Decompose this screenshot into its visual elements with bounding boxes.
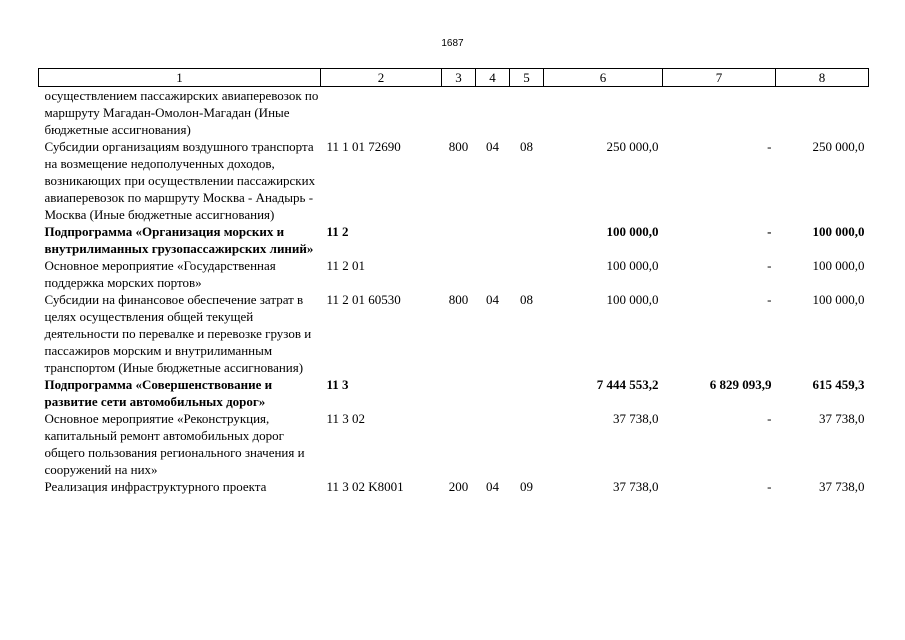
row-federal-amount-cell: - xyxy=(767,292,772,307)
row-expense-type-cell xyxy=(442,376,476,410)
row-regional-amount-cell: 37 738,0 xyxy=(819,411,865,426)
row-name-cell: Подпрограмма «Совершенствование и развитие сети автомобильных дорог» xyxy=(44,377,273,409)
row-code-cell: 11 3 xyxy=(326,377,349,392)
row-section-cell xyxy=(476,376,510,410)
table-row xyxy=(39,376,869,410)
row-federal-amount-cell: - xyxy=(767,411,772,426)
row-expense-type-cell xyxy=(442,223,476,257)
row-name-cell: осуществлением пассажирских авиаперевозок по маршруту Магадан-Омолон-Магадан (Иные бюджетные ассигнования) xyxy=(44,88,319,137)
row-code-cell: 11 2 01 xyxy=(326,258,366,273)
header-cell-6: 6 xyxy=(544,69,663,87)
row-section-cell xyxy=(476,257,510,291)
table-row xyxy=(39,410,869,478)
row-section-cell: 04 xyxy=(486,479,499,494)
table-row xyxy=(39,223,869,257)
row-subsection-cell: 09 xyxy=(520,479,533,494)
row-section-cell xyxy=(476,87,510,139)
row-federal-amount-cell: 6 829 093,9 xyxy=(709,377,772,392)
row-total-amount-cell: 100 000,0 xyxy=(606,224,659,239)
row-subsection-cell xyxy=(510,410,544,478)
row-federal-amount-cell: - xyxy=(767,139,772,154)
row-name-cell: Реализация инфраструктурного проекта xyxy=(44,479,267,494)
table-row xyxy=(39,291,869,376)
row-regional-amount-cell: 100 000,0 xyxy=(812,292,865,307)
header-cell-2: 2 xyxy=(321,69,442,87)
header-cell-3: 3 xyxy=(442,69,476,87)
row-total-amount-cell: 37 738,0 xyxy=(613,479,659,494)
table-row xyxy=(39,138,869,223)
row-federal-amount-cell xyxy=(663,87,776,139)
budget-table xyxy=(38,68,869,495)
header-cell-5: 5 xyxy=(510,69,544,87)
row-federal-amount-cell: - xyxy=(767,258,772,273)
row-name-cell: Подпрограмма «Организация морских и внутрилиманных грузопассажирских линий» xyxy=(44,224,314,256)
row-code-cell: 11 1 01 72690 xyxy=(326,139,401,154)
row-section-cell: 04 xyxy=(486,139,499,154)
row-total-amount-cell: 250 000,0 xyxy=(606,139,659,154)
row-regional-amount-cell: 250 000,0 xyxy=(812,139,865,154)
row-code-cell xyxy=(321,87,442,139)
row-federal-amount-cell: - xyxy=(767,479,772,494)
row-total-amount-cell xyxy=(544,87,663,139)
row-name-cell: Основное мероприятие «Государственная поддержка морских портов» xyxy=(44,258,276,290)
header-row xyxy=(39,69,869,87)
row-expense-type-cell xyxy=(442,257,476,291)
row-subsection-cell xyxy=(510,223,544,257)
row-regional-amount-cell: 100 000,0 xyxy=(812,258,865,273)
row-section-cell: 04 xyxy=(486,292,499,307)
row-name-cell: Субсидии на финансовое обеспечение затрат в целях осуществления общей текущей деятельности по перевалке и перевозке грузов и пассажиров морским и внутрилиманным транспортом (Иные бюджетные ассигнования) xyxy=(44,292,312,375)
row-subsection-cell xyxy=(510,376,544,410)
row-regional-amount-cell: 615 459,3 xyxy=(812,377,865,392)
row-subsection-cell xyxy=(510,257,544,291)
row-subsection-cell xyxy=(510,87,544,139)
row-expense-type-cell: 800 xyxy=(448,292,469,307)
header-cell-7: 7 xyxy=(663,69,776,87)
row-expense-type-cell: 800 xyxy=(448,139,469,154)
header-cell-8: 8 xyxy=(776,69,869,87)
table-row xyxy=(39,257,869,291)
header-cell-4: 4 xyxy=(476,69,510,87)
table-row xyxy=(39,478,869,495)
row-code-cell: 11 2 xyxy=(326,224,349,239)
row-code-cell: 11 2 01 60530 xyxy=(326,292,401,307)
row-section-cell xyxy=(476,410,510,478)
row-expense-type-cell: 200 xyxy=(448,479,469,494)
table-body xyxy=(39,87,869,496)
row-total-amount-cell: 100 000,0 xyxy=(606,292,659,307)
row-regional-amount-cell: 100 000,0 xyxy=(812,224,865,239)
row-section-cell xyxy=(476,223,510,257)
row-total-amount-cell: 100 000,0 xyxy=(606,258,659,273)
row-name-cell: Основное мероприятие «Реконструкция, капитальный ремонт автомобильных дорог общего пользования регионального значения и сооружений на них» xyxy=(44,411,305,477)
row-subsection-cell: 08 xyxy=(520,292,533,307)
header-cell-1: 1 xyxy=(39,69,321,87)
table-row xyxy=(39,87,869,139)
row-total-amount-cell: 37 738,0 xyxy=(613,411,659,426)
row-code-cell: 11 3 02 K8001 xyxy=(326,479,404,494)
row-expense-type-cell xyxy=(442,410,476,478)
row-regional-amount-cell xyxy=(776,87,869,139)
row-code-cell: 11 3 02 xyxy=(326,411,366,426)
row-total-amount-cell: 7 444 553,2 xyxy=(596,377,659,392)
row-name-cell: Субсидии организациям воздушного транспорта на возмещение недополученных доходов, возникающих при осуществлении пассажирских авиаперевозок по маршруту Москва - Анадырь - Москва (Иные бюджетные ассигнования) xyxy=(44,139,316,222)
row-expense-type-cell xyxy=(442,87,476,139)
row-federal-amount-cell: - xyxy=(767,224,772,239)
row-regional-amount-cell: 37 738,0 xyxy=(819,479,865,494)
row-subsection-cell: 08 xyxy=(520,139,533,154)
page-number: 1687 xyxy=(441,38,464,49)
